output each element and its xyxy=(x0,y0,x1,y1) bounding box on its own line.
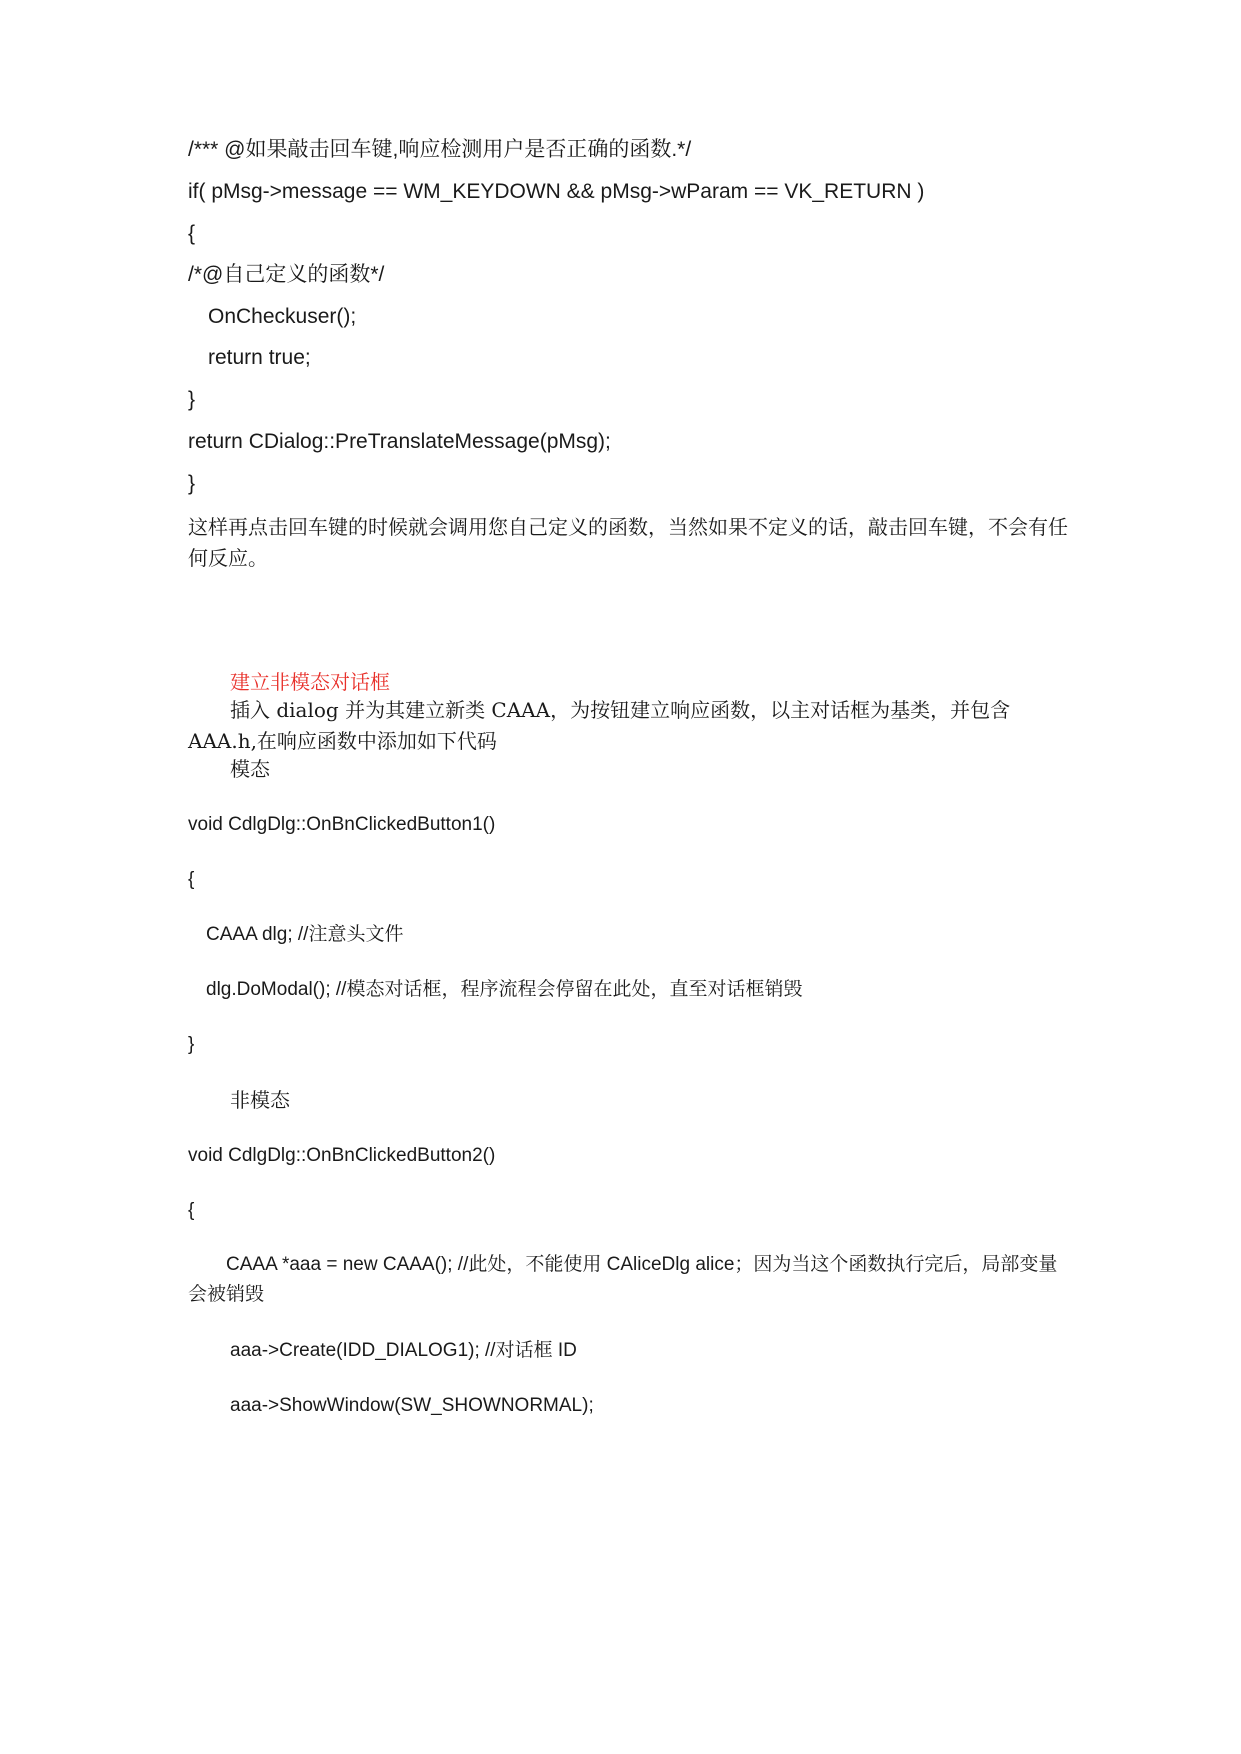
modeless-code-line-1: CAAA *aaa = new CAAA(); //此处，不能使用 CAliceDlg alice；因为当这个函数执行完后，局部变量会被销毁 xyxy=(188,1254,1058,1305)
close-brace-line: } xyxy=(188,388,196,411)
modeless-label: 非模态 xyxy=(230,1088,290,1112)
open-brace-line: { xyxy=(188,222,196,245)
modal-signature-line: void CdlgDlg::OnBnClickedButton1() xyxy=(188,814,496,835)
modeless-code-line-3: aaa->ShowWindow(SW_SHOWNORMAL); xyxy=(230,1395,594,1416)
modal-open-brace-line: { xyxy=(188,869,195,890)
section-heading: 建立非模态对话框 xyxy=(230,670,390,694)
modal-code-line-2: dlg.DoModal(); //模态对话框，程序流程会停留在此处，直至对话框销毁 xyxy=(206,979,803,1000)
comment-check-line: /*** @如果敲击回车键,响应检测用户是否正确的函数.*/ xyxy=(188,138,692,161)
section-intro-paragraph: 插入 dialog 并为其建立新类 CAAA，为按钮建立响应函数，以主对话框为基类，并包含 AAA.h,在响应函数中添加如下代码 xyxy=(188,698,1011,753)
modeless-open-brace-line: { xyxy=(188,1200,195,1221)
modeless-signature-line: void CdlgDlg::OnBnClickedButton2() xyxy=(188,1145,496,1166)
modal-close-brace-line: } xyxy=(188,1034,195,1055)
close-brace-final-line: } xyxy=(188,472,196,495)
return-base-line: return CDialog::PreTranslateMessage(pMsg); xyxy=(188,430,611,453)
return-true-line: return true; xyxy=(208,346,311,369)
if-keydown-line: if( pMsg->message == WM_KEYDOWN && pMsg->wParam == VK_RETURN ) xyxy=(188,180,925,203)
explanation-paragraph: 这样再点击回车键的时候就会调用您自己定义的函数，当然如果不定义的话，敲击回车键，不会有任何反应。 xyxy=(188,515,1068,570)
modeless-code-line-2: aaa->Create(IDD_DIALOG1); //对话框 ID xyxy=(230,1340,577,1361)
modal-label: 模态 xyxy=(230,757,270,781)
modal-code-line-1: CAAA dlg; //注意头文件 xyxy=(206,924,404,945)
comment-self-line: /*@自己定义的函数*/ xyxy=(188,263,385,286)
call-check-line: OnCheckuser(); xyxy=(208,305,357,328)
